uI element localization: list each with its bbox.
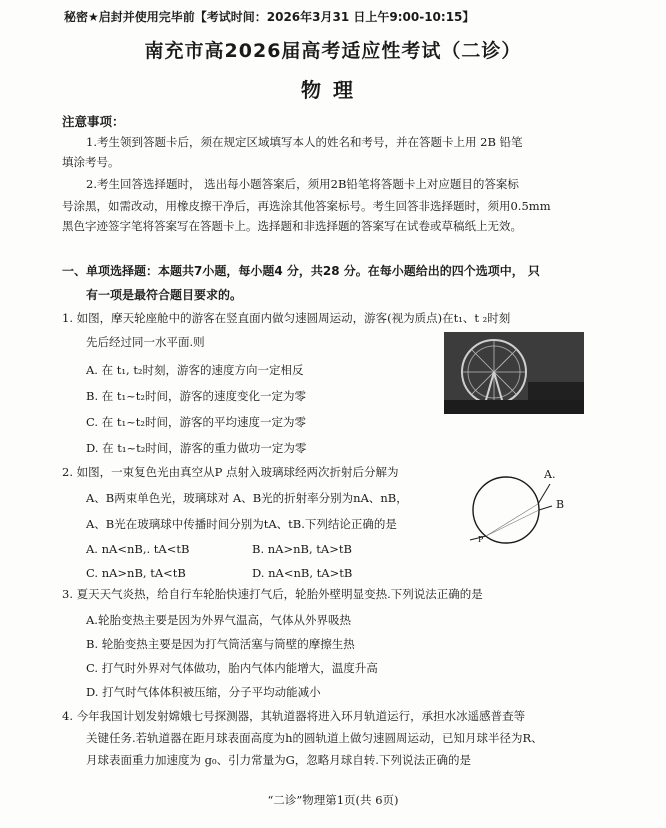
subject-title: 物理 (301, 78, 365, 102)
q4-stem-line3: 月球表面重力加速度为 g₀、引力常量为G，忽略月球自转.下列说法正确的是 (86, 753, 471, 767)
ferris-wheel-photo (444, 332, 584, 414)
diagram-label-a: A. (544, 468, 556, 481)
diagram-label-p: P (478, 535, 484, 544)
notes-heading: 注意事项： (62, 114, 125, 129)
q1-stem-line2: 先后经过同一水平面.则 (86, 335, 205, 349)
q3-stem-line1: 3. 夏天天气炎热，给自行车轮胎快速打气后，轮胎外壁明显变热.下列说法正确的是 (62, 587, 483, 601)
notes-item1-line1: 1.考生领到答题卡后，须在规定区域填写本人的姓名和考号，并在答题卡上用 2B 铅笔 (86, 135, 523, 149)
q4-stem-line2: 关键任务.若轨道器在距月球表面高度为h的圆轨道上做匀速圆周运动，已知月球半径为R、 (86, 731, 543, 745)
q2-option-d: D. nA<nB, tA>tB (252, 566, 353, 580)
q3-option-b: B. 轮胎变热主要是因为打气筒活塞与筒壁的摩擦生热 (86, 637, 355, 651)
section1-heading-line2: 有一项是最符合题目要求的。 (86, 288, 243, 302)
q2-option-c: C. nA>nB, tA<tB (86, 566, 186, 580)
q2-option-a: A. nA<nB,. tA<tB (86, 542, 190, 556)
q1-option-d: D. 在 t₁~t₂时间，游客的重力做功一定为零 (86, 441, 307, 455)
q2-stem-line3: A、B光在玻璃球中传播时间分别为tA、tB.下列结论正确的是 (86, 517, 397, 531)
exam-title: 南充市高2026届高考适应性考试（二诊） (144, 40, 522, 62)
q4-stem-line1: 4. 今年我国计划发射嫦娥七号探测器，其轨道器将进入环月轨道运行，承担水冰遥感普查等 (62, 709, 526, 723)
page-footer: “二诊”物理第1页(共 6页) (267, 793, 399, 807)
notes-item2-line2: 号涂黑，如需改动，用橡皮擦干净后，再选涂其他答案标号。考生回答非选择题时，须用0.5mm (62, 199, 551, 213)
q2-stem-line2: A、B两束单色光，玻璃球对 A、B光的折射率分别为nA、nB， (86, 491, 408, 505)
q1-option-a: A. 在 t₁, t₂时刻，游客的速度方向一定相反 (86, 363, 304, 377)
q2-stem-line1: 2. 如图，一束复色光由真空从P 点射入玻璃球经两次折射后分解为 (62, 465, 399, 479)
q1-option-c: C. 在 t₁~t₂时间，游客的平均速度一定为零 (86, 415, 306, 429)
section1-heading: 一、单项选择题：本题共7小题，每小题4 分，共28 分。在每小题给出的四个选项中， 只 (62, 264, 540, 278)
q3-option-a: A.轮胎变热主要是因为外界气温高，气体从外界吸热 (86, 613, 351, 627)
q1-option-b: B. 在 t₁~t₂时间，游客的速度变化一定为零 (86, 389, 307, 403)
q2-option-b: B. nA>nB, tA>tB (252, 542, 352, 556)
notes-item2-line3: 黑色字迹签字笔将答案写在答题卡上。选择题和非选择题的答案写在试卷或草稿纸上无效。 (62, 219, 522, 233)
diagram-label-b: B (556, 498, 565, 511)
exam-time-header: 秘密★启封并使用完毕前【考试时间：2026年3月31 日上午9:00-10:15】 (64, 10, 475, 24)
notes-item1-line2: 填涂考号。 (62, 155, 120, 169)
q1-stem-line1: 1. 如图，摩天轮座舱中的游客在竖直面内做匀速圆周运动，游客(视为质点)在t₁、t ₂时刻 (62, 311, 511, 325)
notes-item2-line1: 2.考生回答选择题时， 选出每小题答案后，须用2B铅笔将答题卡上对应题目的答案标 (86, 177, 519, 191)
q3-option-d: D. 打气时气体体积被压缩，分子平均动能减小 (86, 685, 321, 699)
q3-option-c: C. 打气时外界对气体做功，胎内气体内能增大，温度升高 (86, 661, 378, 675)
